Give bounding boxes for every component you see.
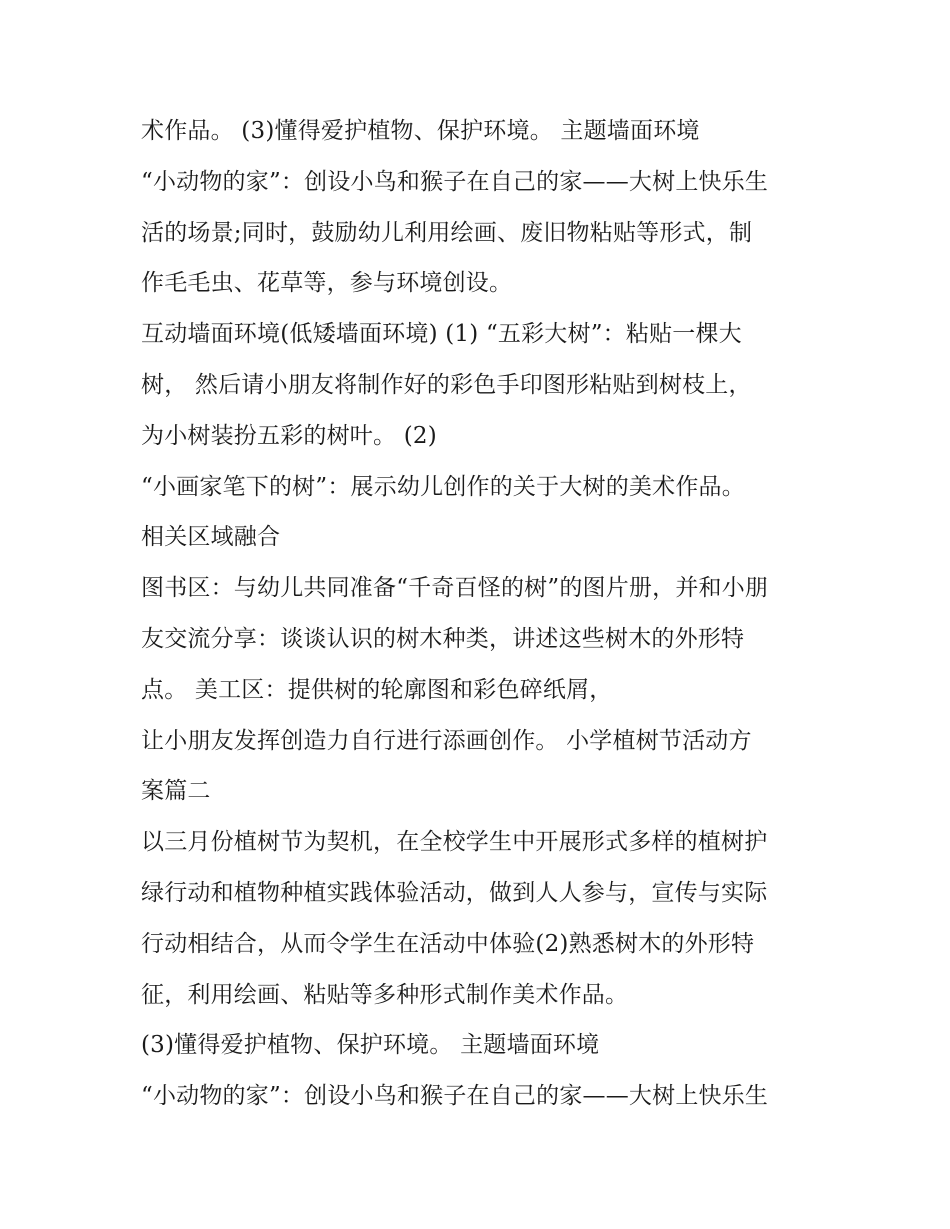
text-line: 点。 美工区：提供树的轮廓图和彩色碎纸屑，	[141, 676, 613, 703]
text-line: 互动墙面环境(低矮墙面环境) (1) “五彩大树”：粘贴一棵大	[141, 321, 742, 348]
text-line: (3)懂得爱护植物、保护环境。 主题墙面环境	[141, 1032, 600, 1059]
text-line: 行动相结合，从而令学生在活动中体验(2)熟悉树木的外形特	[141, 930, 755, 957]
text-line: 以三月份植树节为契机，在全校学生中开展形式多样的植树护	[141, 829, 768, 856]
text-line: “小画家笔下的树”：展示幼儿创作的关于大树的美术作品。	[141, 473, 745, 500]
text-line: 绿行动和植物种植实践体验活动，做到人人参与，宣传与实际	[141, 879, 768, 906]
document-body	[141, 106, 841, 1122]
text-line: 活的场景;同时，鼓励幼儿利用绘画、废旧物粘贴等形式，制	[141, 219, 753, 246]
text-line: 术作品。 (3)懂得爱护植物、保护环境。 主题墙面环境	[141, 118, 700, 144]
text-line: 为小树装扮五彩的树叶。 (2)	[141, 422, 437, 449]
text-line: 案篇二	[141, 778, 211, 805]
text-line: 树， 然后请小朋友将制作好的彩色手印图形粘贴到树枝上，	[141, 371, 752, 398]
text-line: 征，利用绘画、粘贴等多种形式制作美术作品。	[141, 981, 629, 1008]
text-line: 作毛毛虫、花草等，参与环境创设。	[141, 270, 513, 297]
text-line: 友交流分享：谈谈认识的树木种类，讲述这些树木的外形特	[141, 625, 745, 652]
section-heading: 相关区域融合	[141, 524, 281, 551]
text-line: “小动物的家”：创设小鸟和猴子在自己的家——大树上快乐生	[141, 1083, 769, 1110]
text-line: 图书区：与幼儿共同准备“千奇百怪的树”的图片册，并和小朋	[141, 575, 769, 602]
text-line: 让小朋友发挥创造力自行进行添画创作。 小学植树节活动方	[141, 727, 752, 754]
text-line: “小动物的家”：创设小鸟和猴子在自己的家——大树上快乐生	[141, 168, 769, 195]
